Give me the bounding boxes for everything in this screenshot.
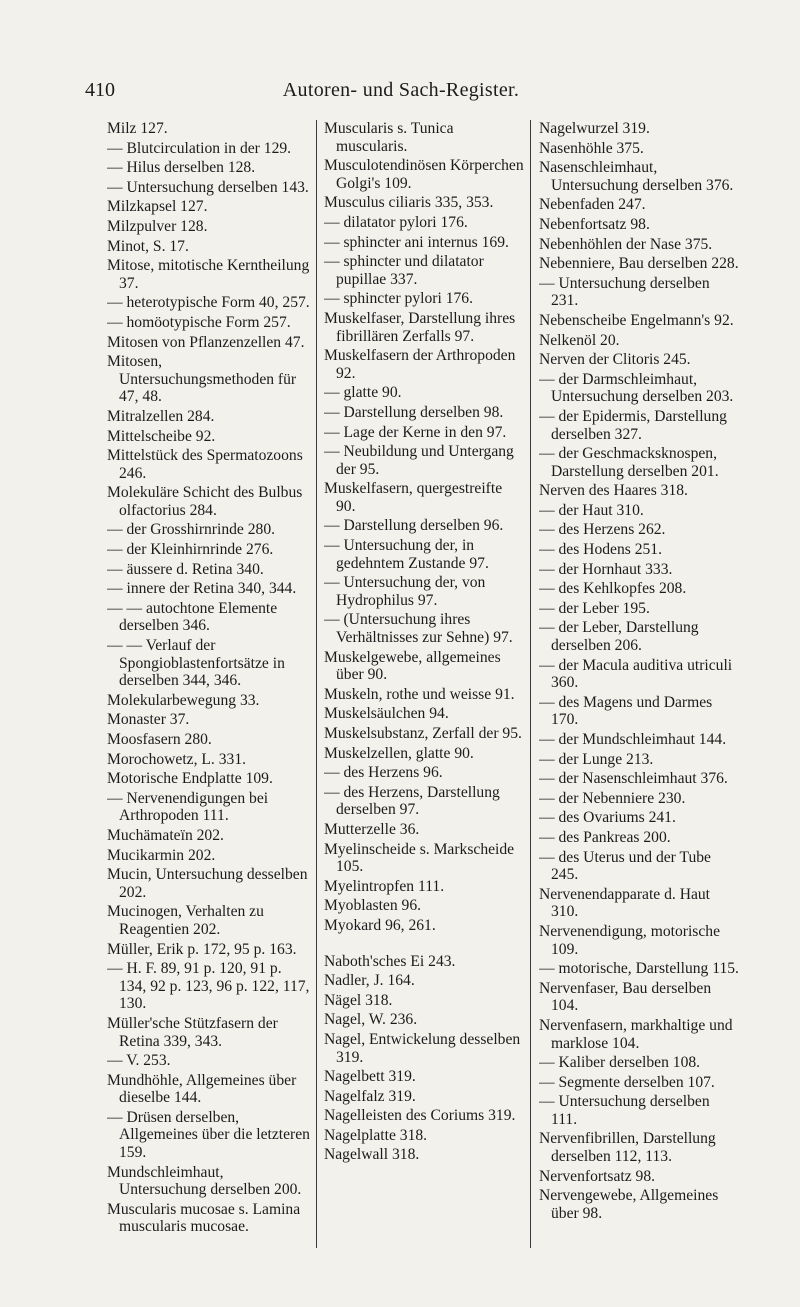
index-entry: — motorische, Darstellung 115. bbox=[539, 960, 739, 978]
index-entry: Müller, Erik p. 172, 95 p. 163. bbox=[107, 940, 297, 958]
index-entry: — Hilus derselben 128. bbox=[107, 159, 256, 177]
index-entry: — des Magens und Darmes 170. bbox=[539, 693, 713, 729]
index-entry: Nervenfortsatz 98. bbox=[539, 1167, 656, 1185]
index-entry: Milzpulver 128. bbox=[107, 217, 208, 235]
index-entry: Nagelwurzel 319. bbox=[539, 120, 650, 137]
index-entry: Muscularis s. Tunica muscularis. bbox=[324, 120, 454, 155]
index-entry: Nervengewebe, Allgemeines über 98. bbox=[539, 1187, 719, 1222]
index-entry: Nagelfalz 319. bbox=[324, 1087, 416, 1105]
index-entry: Nervenfasern, markhaltige und marklose 104. bbox=[539, 1016, 733, 1052]
column-divider bbox=[530, 120, 531, 1248]
running-title: Autoren- und Sach-Register. bbox=[282, 79, 520, 101]
index-entry: Muskelgewebe, allgemeines über 90. bbox=[324, 648, 501, 684]
index-entry: Myoblasten 96. bbox=[324, 897, 422, 915]
index-entry: Nervenfibrillen, Darstellung derselben 112, 113. bbox=[539, 1130, 716, 1166]
index-entry: Mittelstück des Spermatozoons 246. bbox=[107, 447, 303, 482]
index-entry: Nebenscheibe Engelmann's 92. bbox=[539, 311, 734, 329]
index-entry: — des Kehlkopfes 208. bbox=[539, 580, 687, 598]
index-entry: — Nervenendigungen bei Arthropoden 111. bbox=[107, 789, 269, 825]
index-entry: Musculus ciliaris 335, 353. bbox=[324, 194, 494, 212]
index-entry: — — autochtone Elemente derselben 346. bbox=[107, 599, 278, 635]
index-entry: Nagel, W. 236. bbox=[324, 1011, 418, 1029]
index-entry: — des Herzens 96. bbox=[324, 764, 443, 782]
index-entry: — sphincter ani internus 169. bbox=[324, 233, 509, 251]
index-entry: Nagelplatte 318. bbox=[324, 1126, 428, 1144]
index-entry: Muchämateïn 202. bbox=[107, 826, 224, 844]
index-entry: Nerven der Clitoris 245. bbox=[539, 351, 691, 369]
index-column-2 bbox=[324, 120, 525, 1290]
index-entry: — Untersuchung der, von Hydrophilus 97. bbox=[324, 574, 486, 609]
index-entry: Nervenendigung, motorische 109. bbox=[539, 922, 721, 958]
index-entry: — des Herzens, Darstellung derselben 97. bbox=[324, 783, 500, 819]
index-entry: Mutterzelle 36. bbox=[324, 820, 420, 838]
index-entry: — der Epidermis, Darstellung derselben 327. bbox=[539, 407, 727, 443]
index-entry: — Segmente derselben 107. bbox=[539, 1073, 715, 1091]
index-entry: — heterotypische Form 40, 257. bbox=[107, 294, 310, 312]
index-entry: Mucin, Untersuchung desselben 202. bbox=[107, 866, 308, 901]
index-column-3 bbox=[539, 120, 739, 1290]
index-entry: — des Hodens 251. bbox=[539, 541, 663, 559]
index-entry: Mitosen von Pflanzenzellen 47. bbox=[107, 333, 305, 351]
index-entry: Müller'sche Stützfasern der Retina 339, 343. bbox=[107, 1014, 278, 1050]
index-entry: Nagel, Entwickelung desselben 319. bbox=[324, 1030, 521, 1066]
index-entry: Mucikarmin 202. bbox=[107, 846, 216, 864]
index-entry: Monaster 37. bbox=[107, 711, 190, 729]
index-entry: — dilatator pylori 176. bbox=[324, 213, 468, 231]
index-entry: — sphincter und dilatator pupillae 337. bbox=[324, 253, 484, 288]
index-entry: — Untersuchung derselben 143. bbox=[107, 178, 309, 196]
index-entry: Milzkapsel 127. bbox=[107, 198, 208, 216]
index-entry: — der Geschmacksknospen, Darstellung derselben 201. bbox=[539, 445, 719, 480]
index-entry: Morochowetz, L. 331. bbox=[107, 750, 247, 768]
index-entry: — Lage der Kerne in den 97. bbox=[324, 423, 507, 441]
index-entry: Milz 127. bbox=[107, 120, 168, 137]
index-entry: — der Macula auditiva utriculi 360. bbox=[539, 656, 733, 692]
index-column-1 bbox=[107, 120, 310, 1290]
index-entry: Muskelfasern, quergestreifte 90. bbox=[324, 480, 503, 515]
index-entry: — innere der Retina 340, 344. bbox=[107, 580, 297, 598]
index-entry: Naboth'sches Ei 243. bbox=[324, 952, 456, 970]
index-entry: — Blutcirculation in der 129. bbox=[107, 139, 292, 157]
index-entry: Myelintropfen 111. bbox=[324, 877, 445, 895]
index-entry: — der Leber 195. bbox=[539, 599, 650, 617]
index-entry: — (Untersuchung ihres Verhältnisses zur Sehne) 97. bbox=[324, 611, 513, 647]
index-entry: Muscularis mucosae s. Lamina muscularis mucosae. bbox=[107, 1200, 301, 1236]
index-entry: Molekuläre Schicht des Bulbus olfactorius 284. bbox=[107, 484, 303, 519]
index-entry: — der Hornhaut 333. bbox=[539, 560, 673, 578]
index-entry: — sphincter pylori 176. bbox=[324, 290, 473, 308]
index-entry: — Kaliber derselben 108. bbox=[539, 1054, 701, 1072]
index-entry: — der Nasenschleimhaut 376. bbox=[539, 770, 728, 788]
page-header bbox=[85, 78, 717, 102]
index-entry: — der Haut 310. bbox=[539, 501, 644, 519]
index-entry: — der Leber, Darstellung derselben 206. bbox=[539, 619, 699, 655]
index-entry: Muskelsäulchen 94. bbox=[324, 705, 449, 723]
index-entry: Myelinscheide s. Markscheide 105. bbox=[324, 840, 515, 876]
index-entry: — Untersuchung derselben 231. bbox=[539, 274, 710, 310]
index-entry: Nerven des Haares 318. bbox=[539, 482, 688, 500]
index-entry: Nagelwall 318. bbox=[324, 1146, 420, 1164]
index-entry: Nebenfaden 247. bbox=[539, 196, 646, 214]
index-entry: Musculotendinösen Körperchen Golgi's 109. bbox=[324, 157, 524, 192]
index-entry: — der Mundschleimhaut 144. bbox=[539, 731, 727, 748]
index-entry: — der Kleinhirnrinde 276. bbox=[107, 541, 274, 559]
index-entry: — V. 253. bbox=[107, 1052, 171, 1070]
index-entry: Mundhöhle, Allgemeines über dieselbe 144. bbox=[107, 1071, 297, 1107]
index-entry: — homöotypische Form 257. bbox=[107, 313, 291, 331]
index-entry: Mittelscheibe 92. bbox=[107, 427, 216, 445]
index-entry: Nebenfortsatz 98. bbox=[539, 215, 650, 233]
index-entry: Mundschleimhaut, Untersuchung derselben 200. bbox=[107, 1163, 302, 1199]
index-entry: Mitose, mitotische Kerntheilung 37. bbox=[107, 257, 310, 292]
index-entry: — glatte 90. bbox=[324, 384, 402, 402]
index-entry: Mitralzellen 284. bbox=[107, 407, 215, 425]
index-entry: Nagelleisten des Coriums 319. bbox=[324, 1107, 516, 1125]
index-entry: — des Pankreas 200. bbox=[539, 828, 671, 846]
index-entry: — — Verlauf der Spongioblastenfortsätze in derselben 344, 346. bbox=[107, 637, 285, 690]
index-entry: Minot, S. 17. bbox=[107, 237, 189, 255]
index-entry: — des Ovariums 241. bbox=[539, 809, 676, 827]
index-entry: — H. F. 89, 91 p. 120, 91 p. 134, 92 p. 123, 96 p. 122, 117, 130. bbox=[107, 960, 310, 1013]
index-entry: — Untersuchung der, in gedehntem Zustande 97. bbox=[324, 537, 489, 572]
index-entry: — äussere d. Retina 340. bbox=[107, 560, 264, 578]
index-entry: Nägel 318. bbox=[324, 991, 393, 1009]
index-entry: — der Darmschleimhaut, Untersuchung derselben 203. bbox=[539, 370, 734, 406]
index-entry: Molekularbewegung 33. bbox=[107, 691, 260, 709]
index-entry: — des Herzens 262. bbox=[539, 521, 666, 539]
index-entry: Muskelsubstanz, Zerfall der 95. bbox=[324, 725, 522, 742]
index-entry: Nagelbett 319. bbox=[324, 1068, 416, 1086]
index-entry: — Untersuchung derselben 111. bbox=[539, 1093, 710, 1128]
index-entry: Nebenniere, Bau derselben 228. bbox=[539, 255, 739, 273]
index-entry: — der Grosshirnrinde 280. bbox=[107, 521, 276, 539]
index-entry: Nelkenöl 20. bbox=[539, 331, 620, 349]
page-number: 410 bbox=[85, 79, 115, 101]
index-entry: Muskeln, rothe und weisse 91. bbox=[324, 685, 515, 703]
index-entry: Nasenschleimhaut, Untersuchung derselben 376. bbox=[539, 159, 734, 194]
index-entry: Myokard 96, 261. bbox=[324, 916, 436, 934]
index-entry: — Drüsen derselben, Allgemeines über die letzteren 159. bbox=[107, 1108, 310, 1162]
index-entry: Nervenfaser, Bau derselben 104. bbox=[539, 979, 712, 1015]
index-entry: Mucinogen, Verhalten zu Reagentien 202. bbox=[107, 903, 264, 938]
index-entry: — des Uterus und der Tube 245. bbox=[539, 848, 711, 884]
index-entry: — der Lunge 213. bbox=[539, 750, 654, 768]
index-entry: Muskelfasern der Arthropoden 92. bbox=[324, 347, 516, 382]
index-entry: Nebenhöhlen der Nase 375. bbox=[539, 235, 713, 253]
index-entry: Motorische Endplatte 109. bbox=[107, 770, 273, 788]
index-entry: Muskelfaser, Darstellung ihres fibrillären Zerfalls 97. bbox=[324, 309, 516, 345]
index-entry: — Darstellung derselben 96. bbox=[324, 517, 504, 535]
index-entry: Mitosen, Untersuchungsmethoden für 47, 48. bbox=[107, 353, 297, 406]
index-entry: Moosfasern 280. bbox=[107, 731, 212, 748]
index-entry: — Neubildung und Untergang der 95. bbox=[324, 443, 514, 478]
index-entry: Nadler, J. 164. bbox=[324, 972, 415, 990]
index-entry: — der Nebenniere 230. bbox=[539, 789, 686, 807]
index-entry: Muskelzellen, glatte 90. bbox=[324, 744, 474, 762]
index-entry: — Darstellung derselben 98. bbox=[324, 403, 504, 421]
index-entry: Nasenhöhle 375. bbox=[539, 139, 644, 157]
index-entry: Nervenendapparate d. Haut 310. bbox=[539, 885, 711, 921]
column-divider bbox=[316, 120, 317, 1248]
